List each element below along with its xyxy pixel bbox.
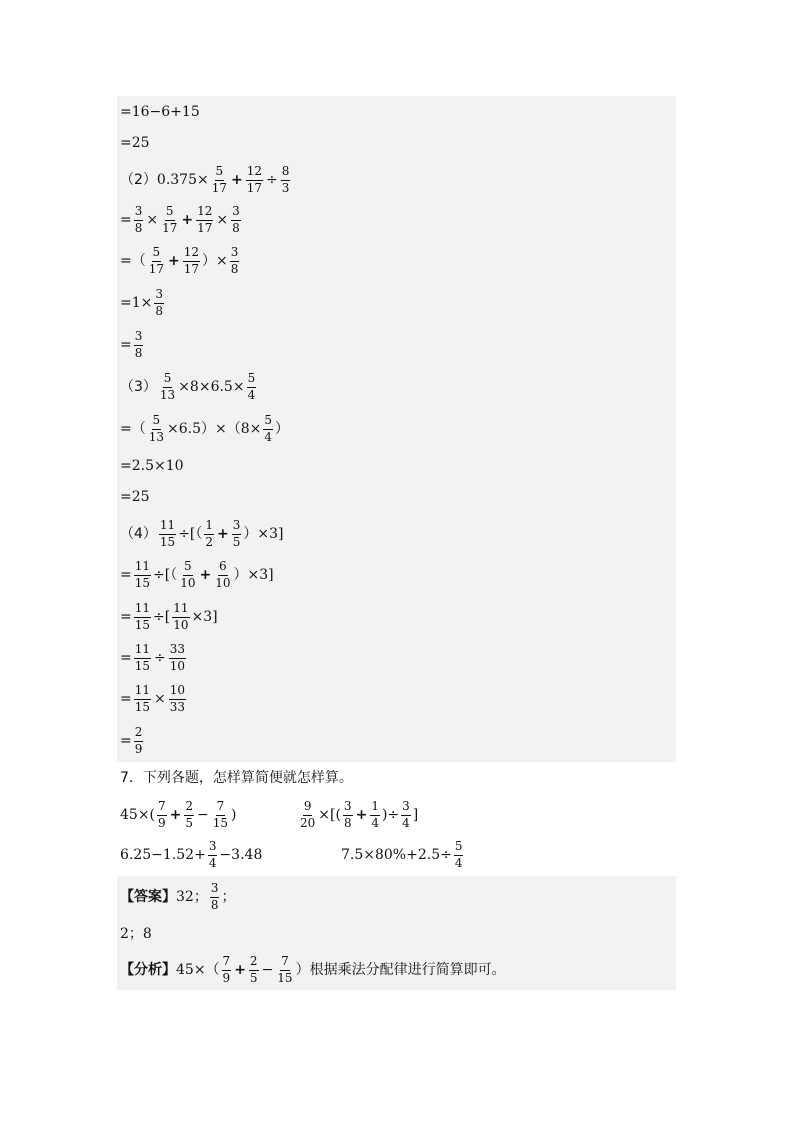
operator: + [199, 567, 212, 583]
denominator: 5 [185, 815, 194, 830]
step-row [120, 480, 150, 514]
numerator: 3 [210, 882, 220, 898]
denominator: 8 [210, 897, 219, 912]
denominator: 17 [148, 261, 165, 276]
fraction [212, 800, 229, 831]
step-row [120, 286, 166, 320]
answer-text: ； [221, 889, 236, 905]
expr-text: ×3] [191, 609, 218, 625]
denominator: 20 [300, 815, 316, 830]
numerator: 5 [263, 414, 273, 430]
fraction [299, 800, 316, 831]
expr-text: =1× [120, 295, 153, 311]
operator: × [216, 212, 229, 228]
denominator: 13 [148, 429, 165, 444]
operator: − [197, 807, 209, 823]
problem-label: （3） [120, 379, 157, 395]
equals: = [120, 212, 132, 228]
fraction [222, 955, 232, 986]
numerator: 12 [246, 165, 263, 181]
equals: = [120, 609, 132, 625]
operator: + [181, 212, 194, 228]
equals: = [120, 691, 132, 707]
problem-3-row [120, 370, 258, 404]
numerator: 12 [183, 246, 200, 262]
expr-text: ÷[（ [153, 567, 178, 583]
expr-text: ×8×6.5× [178, 379, 245, 395]
step-row [120, 203, 243, 237]
denominator: 4 [454, 855, 463, 870]
expr-text: =（ [120, 421, 146, 437]
fraction [204, 519, 214, 550]
denominator: 4 [264, 429, 273, 444]
fraction [231, 205, 241, 236]
expr-text: ÷[ [153, 609, 171, 625]
fraction [214, 560, 231, 591]
operator: + [231, 172, 243, 188]
step-row [120, 95, 200, 129]
fraction [169, 643, 186, 674]
expr-text: )÷ [381, 807, 400, 823]
answer-text: 32； [176, 889, 208, 905]
fraction [211, 165, 228, 196]
fraction [134, 205, 144, 236]
numerator: 11 [159, 519, 176, 535]
fraction [148, 414, 165, 445]
denominator: 15 [277, 970, 293, 985]
problem-2-row [120, 163, 292, 197]
fraction [249, 955, 259, 986]
fraction [281, 165, 291, 196]
numerator: 11 [134, 643, 151, 659]
operator: + [355, 807, 368, 823]
numerator: 3 [134, 330, 144, 346]
fraction [184, 800, 194, 831]
numerator: 7 [222, 955, 232, 971]
denominator: 8 [134, 345, 143, 360]
operator: × [146, 212, 159, 228]
denominator: 10 [169, 658, 186, 673]
step-row [120, 600, 218, 634]
fraction [230, 246, 240, 277]
fraction [169, 684, 186, 715]
fraction [401, 800, 411, 831]
denominator: 15 [212, 815, 229, 830]
denominator: 15 [134, 699, 151, 714]
equals: = [120, 733, 132, 749]
denominator: 4 [402, 815, 410, 830]
question-text: 7．下列各题，怎样算简便就怎样算。 [120, 770, 353, 786]
expr-text: ×[( [318, 807, 341, 823]
expr-text: −3.48 [219, 847, 263, 863]
denominator: 15 [134, 575, 151, 590]
denominator: 17 [211, 180, 228, 195]
equals: = [120, 337, 132, 353]
denominator: 10 [173, 617, 189, 632]
numerator: 5 [454, 840, 464, 856]
fraction [148, 246, 165, 277]
problem-label: （4） [120, 526, 157, 542]
numerator: 8 [281, 165, 291, 181]
expr-text: ） [275, 421, 290, 437]
answer-text: 2；8 [120, 926, 152, 942]
operator: ÷ [154, 650, 166, 666]
denominator: 17 [162, 220, 178, 235]
step-text: =25 [120, 135, 150, 151]
step-text: =25 [120, 489, 150, 505]
expr-text: ] [412, 807, 419, 823]
numerator: 5 [183, 560, 193, 576]
fraction [276, 955, 293, 986]
denominator: 33 [169, 699, 186, 714]
fraction [134, 643, 151, 674]
fraction [210, 882, 220, 913]
numerator: 5 [247, 372, 257, 388]
fraction [183, 246, 200, 277]
step-row [120, 558, 274, 592]
denominator: 17 [197, 220, 213, 235]
numerator: 9 [303, 800, 313, 816]
fraction [370, 800, 380, 831]
fraction [161, 205, 178, 236]
numerator: 3 [208, 840, 218, 856]
numerator: 11 [134, 684, 151, 700]
denominator: 15 [134, 658, 151, 673]
expr-text: ）×3] [243, 526, 284, 542]
numerator: 3 [343, 800, 353, 816]
denominator: 9 [158, 815, 166, 830]
expr-text: =（ [120, 253, 146, 269]
step-row [120, 449, 184, 483]
step-row [120, 641, 188, 675]
problem-4-row [120, 517, 284, 551]
numerator: 3 [154, 288, 164, 304]
numerator: 2 [134, 726, 144, 742]
numerator: 2 [249, 955, 259, 971]
denominator: 4 [208, 855, 217, 870]
denominator: 4 [371, 815, 379, 830]
fraction [157, 800, 167, 831]
denominator: 8 [155, 303, 164, 318]
denominator: 15 [134, 617, 151, 632]
fraction [263, 414, 273, 445]
denominator: 17 [246, 180, 263, 195]
operator: + [168, 253, 180, 269]
numerator: 7 [157, 800, 167, 816]
analysis-text: ）根据乘法分配律进行简算即可。 [295, 962, 506, 978]
expr-text: ×6.5）×（8× [167, 421, 262, 437]
step-row [120, 244, 241, 278]
analysis-label: 【分析】 [120, 962, 176, 978]
fraction [454, 840, 464, 871]
numerator: 7 [280, 955, 290, 971]
numerator: 1 [204, 519, 214, 535]
fraction [232, 519, 242, 550]
fraction [134, 560, 151, 591]
denominator: 8 [230, 261, 239, 276]
fraction [134, 602, 151, 633]
fraction [134, 330, 144, 361]
numerator: 5 [165, 205, 175, 221]
answer-label: 【答案】 [120, 889, 176, 905]
fraction [159, 372, 176, 403]
denominator: 5 [232, 534, 241, 549]
equals: = [120, 650, 132, 666]
operator: + [234, 962, 246, 978]
numerator: 3 [134, 205, 144, 221]
expr-text: 45×（ [176, 962, 220, 978]
denominator: 8 [134, 220, 143, 235]
numerator: 3 [230, 246, 240, 262]
step-row [120, 682, 188, 716]
step-text: =16−6+15 [120, 104, 200, 120]
answer-row-2 [120, 917, 152, 951]
fraction [247, 372, 257, 403]
fraction [134, 684, 151, 715]
step-text: =2.5×10 [120, 458, 184, 474]
operator: × [154, 691, 166, 707]
numerator: 3 [401, 800, 411, 816]
numerator: 5 [215, 165, 225, 181]
denominator: 8 [343, 815, 352, 830]
numerator: 11 [134, 602, 151, 618]
operator: − [261, 962, 274, 978]
numerator: 2 [184, 800, 194, 816]
denominator: 10 [180, 575, 196, 590]
numerator: 6 [218, 560, 228, 576]
fraction [154, 288, 164, 319]
expr-text: ) [231, 807, 237, 823]
expr-text: ÷[（ [178, 526, 203, 542]
problem-label: （2） [120, 172, 157, 188]
numerator: 33 [169, 643, 186, 659]
step-row [120, 724, 145, 758]
denominator: 9 [134, 741, 143, 756]
step-row [120, 412, 289, 446]
operator: ÷ [266, 172, 278, 188]
numerator: 7 [216, 800, 226, 816]
fraction [172, 602, 189, 633]
step-row [120, 328, 145, 362]
question-7-expr-4 [341, 838, 465, 872]
fraction [134, 726, 144, 757]
expr-text: 45×( [120, 807, 156, 823]
numerator: 11 [172, 602, 189, 618]
operator: + [217, 526, 229, 542]
numerator: 12 [196, 205, 213, 221]
numerator: 1 [370, 800, 380, 816]
question-7-expr-1 [120, 798, 237, 832]
numerator: 3 [231, 205, 241, 221]
denominator: 4 [247, 387, 256, 402]
denominator: 17 [183, 261, 200, 276]
expr-text: 7.5×80%+2.5÷ [341, 847, 452, 863]
operator: + [169, 807, 182, 823]
numerator: 11 [134, 560, 151, 576]
expr-text: ）× [202, 253, 228, 269]
denominator: 9 [222, 970, 231, 985]
numerator: 5 [152, 414, 162, 430]
numerator: 10 [169, 684, 186, 700]
question-7-expr-2 [297, 798, 418, 832]
fraction [246, 165, 263, 196]
fraction [196, 205, 213, 236]
fraction [179, 560, 196, 591]
step-row [120, 126, 150, 160]
question-7-title [120, 761, 353, 795]
denominator: 2 [205, 534, 214, 549]
denominator: 8 [232, 220, 240, 235]
answer-row [120, 880, 235, 914]
fraction [343, 800, 353, 831]
fraction [208, 840, 218, 871]
numerator: 5 [163, 372, 173, 388]
expr-text: 0.375× [156, 172, 209, 188]
fraction [159, 519, 176, 550]
equals: = [120, 567, 132, 583]
denominator: 5 [249, 970, 258, 985]
question-7-expr-3 [120, 838, 262, 872]
denominator: 15 [159, 534, 176, 549]
numerator: 5 [152, 246, 162, 262]
analysis-row [120, 953, 506, 987]
denominator: 13 [159, 387, 176, 402]
denominator: 10 [215, 575, 231, 590]
denominator: 3 [281, 180, 290, 195]
expr-text: 6.25−1.52+ [120, 847, 206, 863]
numerator: 3 [232, 519, 242, 535]
expr-text: ）×3] [233, 567, 274, 583]
